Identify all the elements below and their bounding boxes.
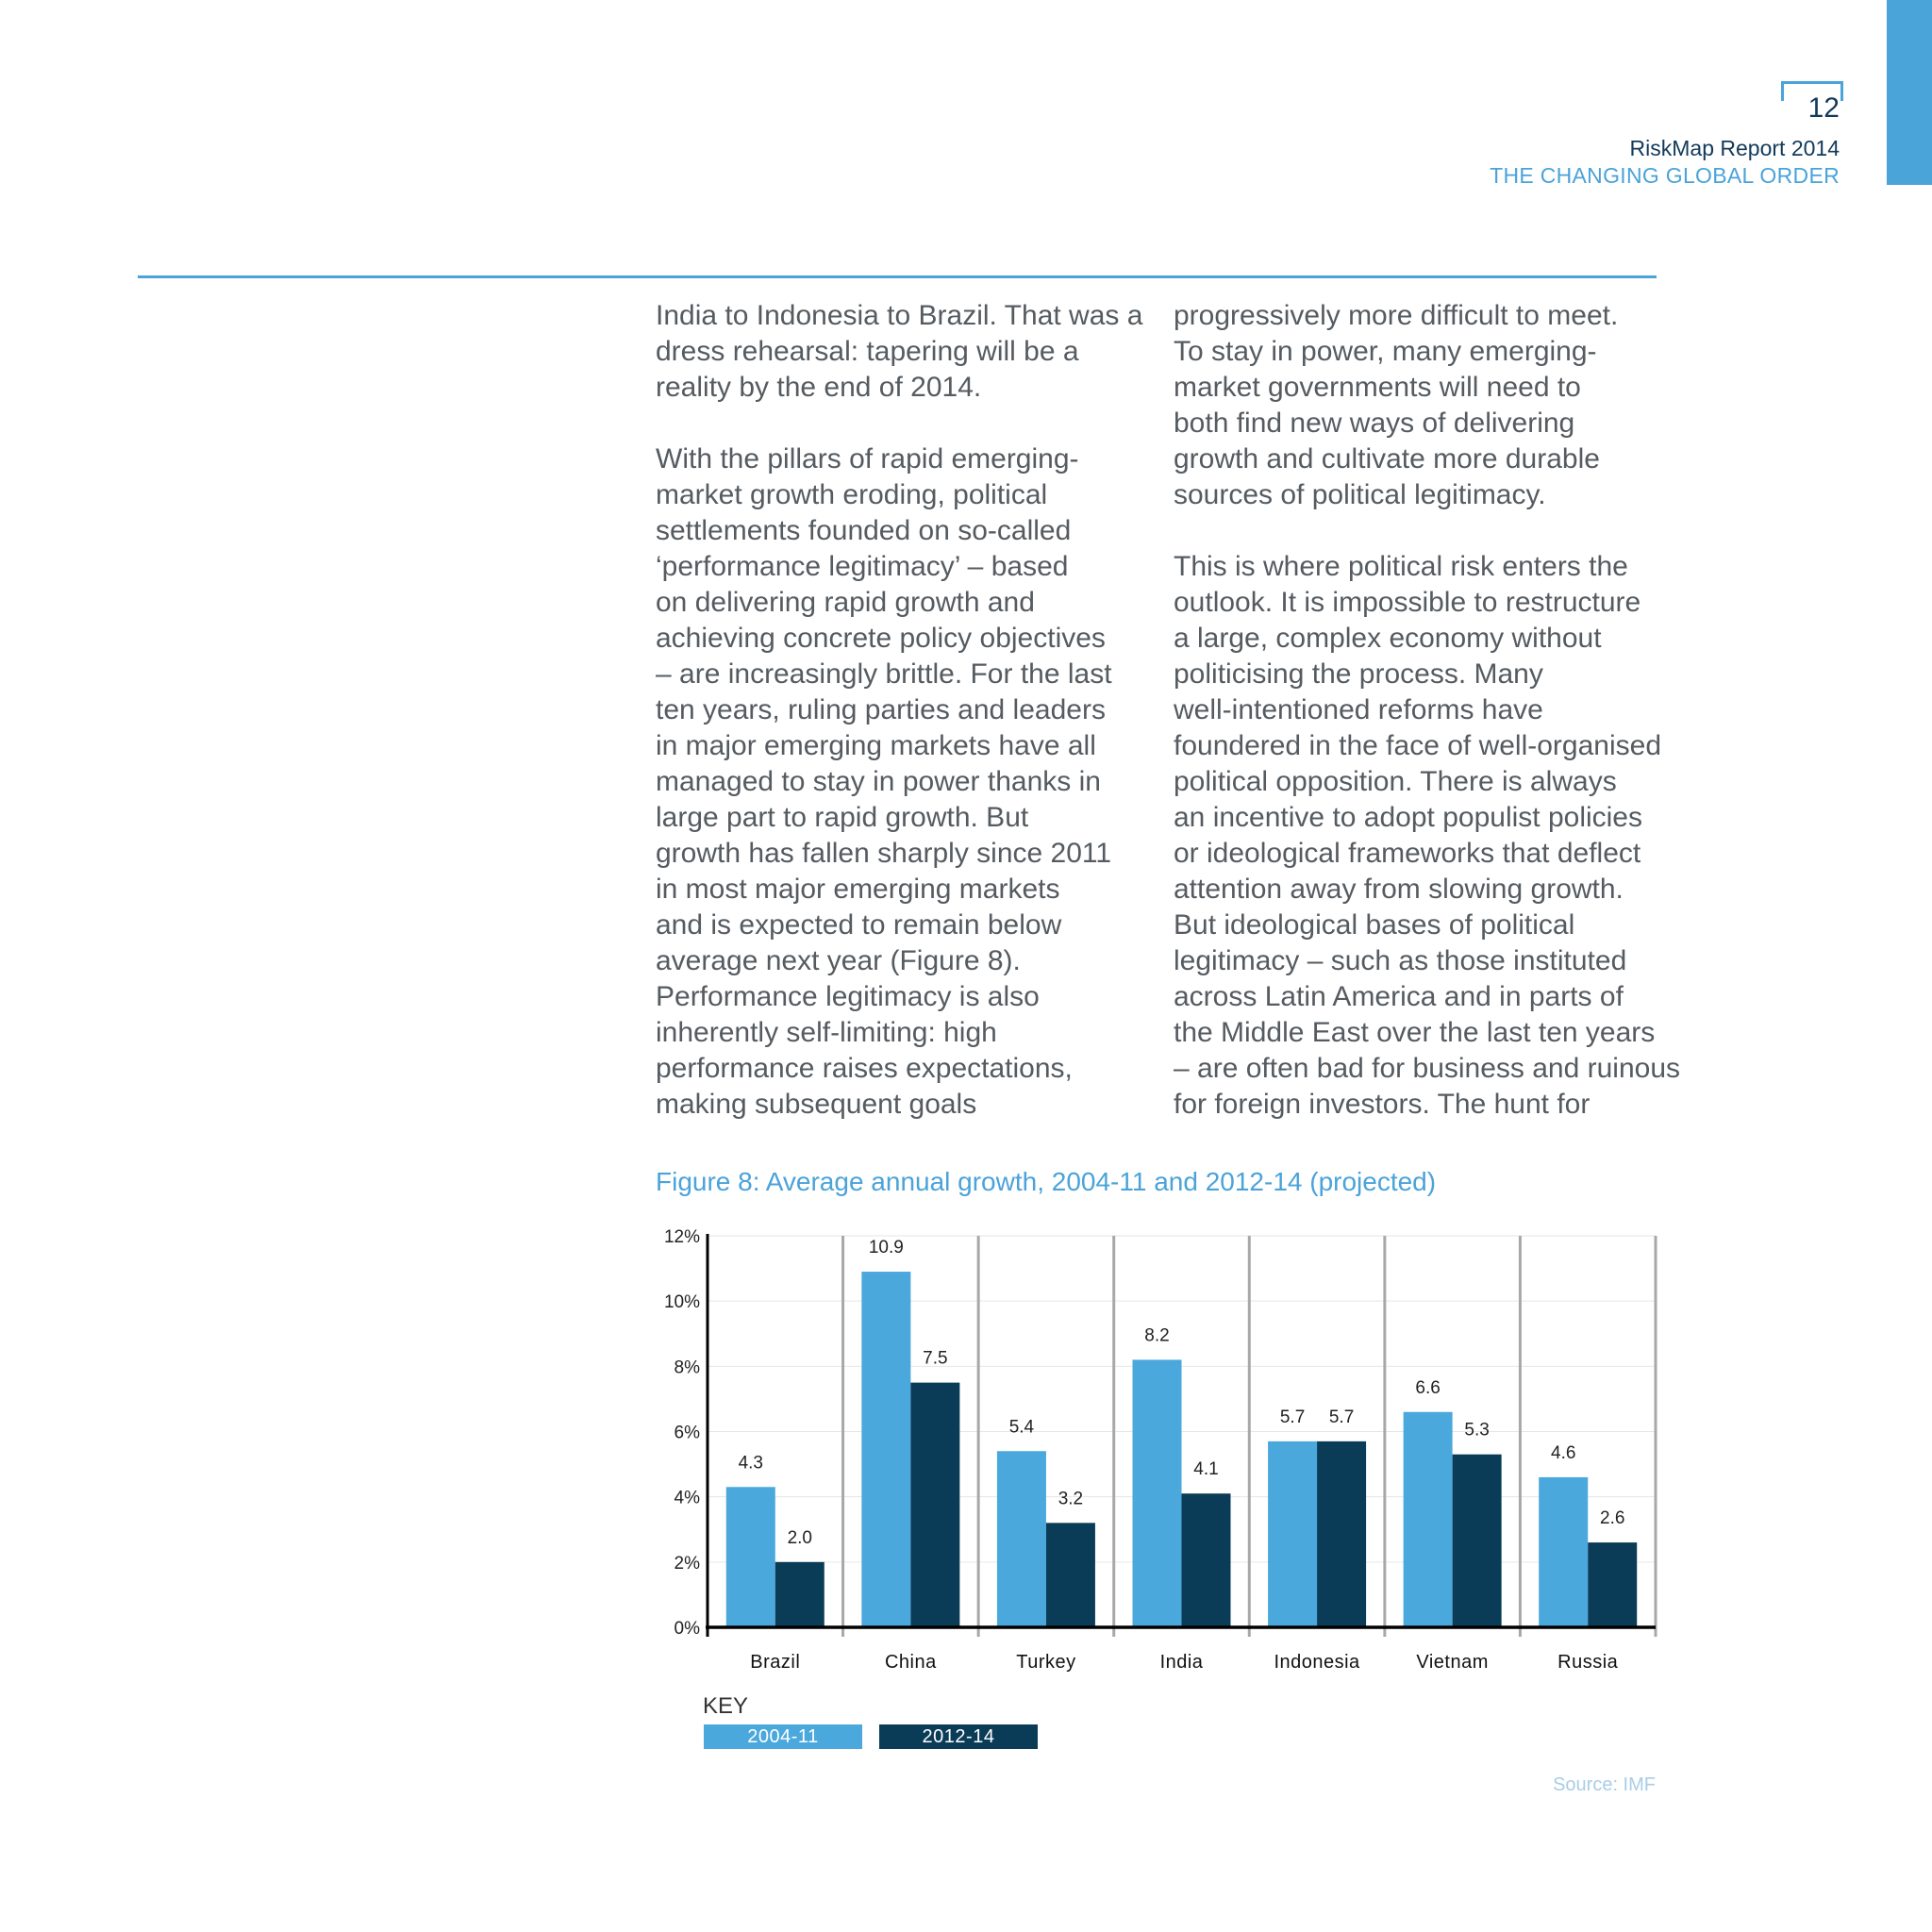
data-label: 2.0 <box>787 1527 812 1548</box>
text-line: performance raises expectations, <box>656 1053 1073 1084</box>
text-line: on delivering rapid growth and <box>656 587 1035 618</box>
text-line: politicising the process. Many <box>1174 658 1543 690</box>
data-label: 8.2 <box>1144 1325 1170 1346</box>
text-line: – are often bad for business and ruinous <box>1174 1053 1681 1084</box>
bar-2012-14-china <box>910 1383 959 1627</box>
bar-2004-11-indonesia <box>1268 1441 1317 1627</box>
legend-item-2012-14: 2012-14 <box>879 1724 1038 1749</box>
figure-title: Figure 8: Average annual growth, 2004-11 and 2012-14 (projected) <box>656 1167 1437 1196</box>
y-tick-label: 0% <box>674 1619 700 1639</box>
bar-2012-14-indonesia <box>1317 1441 1366 1627</box>
y-tick-label: 6% <box>674 1423 700 1443</box>
header-rule <box>138 275 1657 278</box>
data-label: 10.9 <box>868 1238 904 1258</box>
y-tick-label: 4% <box>674 1488 700 1508</box>
bar-2012-14-brazil <box>775 1562 824 1627</box>
text-line: political opposition. There is always <box>1174 766 1617 797</box>
data-label: 5.7 <box>1328 1407 1355 1427</box>
data-label: 5.3 <box>1464 1420 1490 1441</box>
text-line: making subsequent goals <box>656 1089 977 1120</box>
text-line: attention away from slowing growth. <box>1174 874 1624 905</box>
text-line: large part to rapid growth. But <box>656 802 1029 833</box>
text-line: settlements founded on so-called <box>656 515 1072 546</box>
text-line: – are increasingly brittle. For the last <box>656 658 1112 690</box>
text-line: and is expected to remain below <box>656 909 1062 941</box>
legend-item-2004-11: 2004-11 <box>704 1724 862 1749</box>
legend-key-label: KEY <box>703 1693 749 1719</box>
text-line: achieving concrete policy objectives <box>656 623 1106 654</box>
text-line: ten years, ruling parties and leaders <box>656 694 1106 725</box>
data-label: 2.6 <box>1600 1508 1625 1529</box>
text-line: progressively more difficult to meet. <box>1174 300 1619 331</box>
text-line: in major emerging markets have all <box>656 730 1096 761</box>
text-line: in most major emerging markets <box>656 874 1060 905</box>
text-line: the Middle East over the last ten years <box>1174 1017 1656 1048</box>
text-line: outlook. It is impossible to restructure <box>1174 587 1641 618</box>
bar-2012-14-russia <box>1588 1542 1637 1627</box>
y-tick-label: 8% <box>674 1357 700 1378</box>
text-line: an incentive to adopt populist policies <box>1174 802 1642 833</box>
text-column-left <box>656 298 1146 1158</box>
y-tick-label: 2% <box>674 1553 700 1574</box>
paragraph <box>1174 298 1664 513</box>
bar-2004-11-india <box>1133 1359 1182 1627</box>
text-line: market growth eroding, political <box>656 479 1048 510</box>
bar-2004-11-china <box>861 1272 910 1627</box>
text-line: across Latin America and in parts of <box>1174 981 1624 1012</box>
data-label: 7.5 <box>923 1348 948 1369</box>
text-line: This is where political risk enters the <box>1174 551 1628 582</box>
bar-2004-11-russia <box>1539 1477 1588 1627</box>
category-label: Turkey <box>1016 1652 1076 1673</box>
paragraph <box>656 298 1146 406</box>
section-title: THE CHANGING GLOBAL ORDER <box>1490 163 1840 188</box>
y-tick-label: 10% <box>663 1292 700 1313</box>
page-number: 12 <box>1807 92 1840 124</box>
text-line: for foreign investors. The hunt for <box>1174 1089 1591 1120</box>
bar-2004-11-vietnam <box>1404 1412 1453 1627</box>
text-line: managed to stay in power thanks in <box>656 766 1101 797</box>
category-label: India <box>1159 1652 1204 1673</box>
category-label: China <box>884 1652 937 1673</box>
text-line: well-intentioned reforms have <box>1174 694 1543 725</box>
category-label: Vietnam <box>1416 1652 1489 1673</box>
bar-2012-14-turkey <box>1046 1523 1095 1627</box>
text-column-right <box>1174 298 1681 1158</box>
page-number-block <box>1781 81 1841 125</box>
text-line: inherently self-limiting: high <box>656 1017 997 1048</box>
category-label: Russia <box>1557 1652 1619 1673</box>
text-line: sources of political legitimacy. <box>1174 479 1546 510</box>
text-line: Performance legitimacy is also <box>656 981 1040 1012</box>
text-line: market governments will need to <box>1174 372 1581 403</box>
paragraph <box>656 441 1146 1123</box>
y-tick-label: 12% <box>663 1227 700 1247</box>
source-note: Source: IMF <box>1553 1774 1656 1795</box>
growth-bar-chart <box>641 1212 1660 1703</box>
report-title: RiskMap Report 2014 <box>1629 136 1840 160</box>
text-line: growth has fallen sharply since 2011 <box>656 838 1112 869</box>
text-line: India to Indonesia to Brazil. That was a <box>656 300 1143 331</box>
bar-2012-14-india <box>1182 1493 1231 1627</box>
text-line: dress rehearsal: tapering will be a <box>656 336 1079 367</box>
text-line: ‘performance legitimacy’ – based <box>656 551 1069 582</box>
bar-2004-11-brazil <box>726 1487 775 1627</box>
text-line: a large, complex economy without <box>1174 623 1602 654</box>
data-label: 3.2 <box>1058 1489 1084 1509</box>
text-line: reality by the end of 2014. <box>656 372 982 403</box>
text-line: With the pillars of rapid emerging- <box>656 443 1079 475</box>
data-label: 4.6 <box>1551 1442 1576 1463</box>
category-label: Indonesia <box>1274 1652 1360 1673</box>
text-line: But ideological bases of political <box>1174 909 1575 941</box>
section-tab-marker <box>1887 0 1932 185</box>
data-label: 4.3 <box>738 1453 763 1474</box>
text-line: both find new ways of delivering <box>1174 408 1575 439</box>
data-label: 5.7 <box>1279 1407 1306 1427</box>
text-line: growth and cultivate more durable <box>1174 443 1600 475</box>
bar-2004-11-turkey <box>997 1451 1046 1627</box>
text-line: legitimacy – such as those instituted <box>1174 945 1627 976</box>
text-line: average next year (Figure 8). <box>656 945 1021 976</box>
text-line: To stay in power, many emerging- <box>1174 336 1597 367</box>
data-label: 4.1 <box>1193 1459 1219 1480</box>
text-line: or ideological frameworks that deflect <box>1174 838 1641 869</box>
category-label: Brazil <box>750 1652 801 1673</box>
bar-2012-14-vietnam <box>1453 1455 1502 1627</box>
paragraph <box>1174 549 1681 1123</box>
data-label: 6.6 <box>1415 1377 1441 1398</box>
data-label: 5.4 <box>1008 1417 1035 1438</box>
text-line: foundered in the face of well-organised <box>1174 730 1662 761</box>
